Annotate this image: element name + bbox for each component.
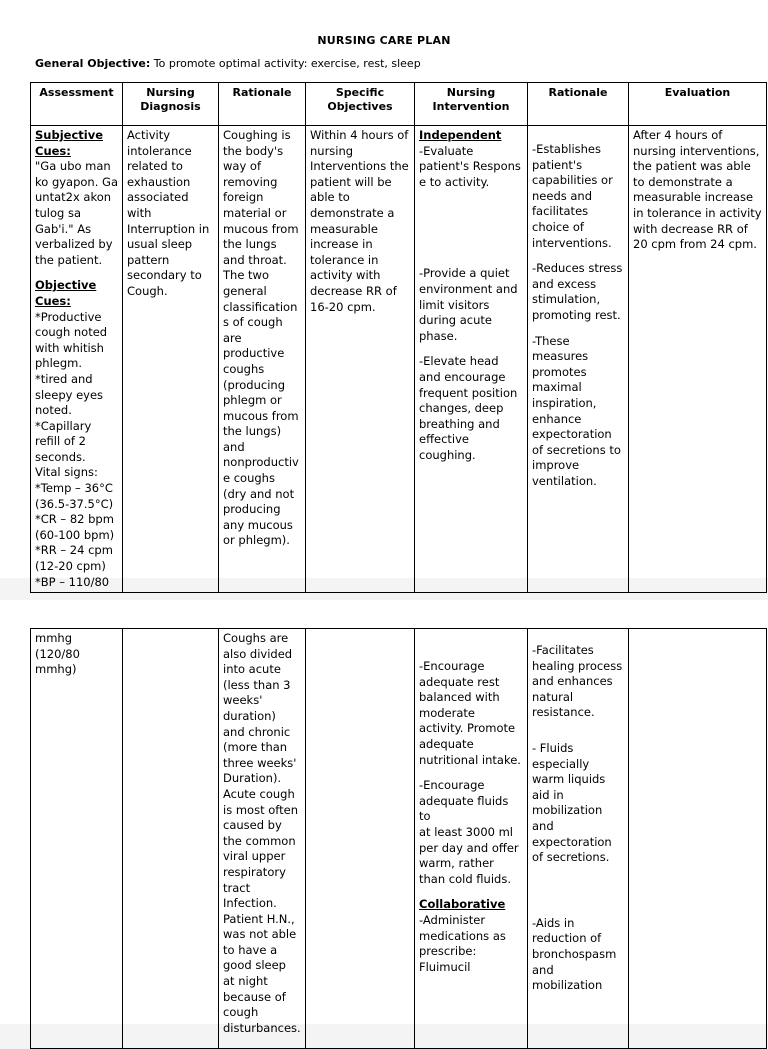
header-evaluation: Evaluation	[629, 83, 767, 126]
table-header-row	[31, 83, 767, 126]
intervention-item: -Administer medications as prescribe: Fluimucil	[419, 912, 506, 974]
objective-cues-text: *Productive cough noted with whitish phlegm. *tired and sleepy eyes noted. *Capillary refill of 2 seconds. Vital signs: *Temp – 36°C (36.5-37.5°C) *CR – 82 bpm (60-100 bpm) *RR – 24 cpm (12-20 cpm) *BP – 110/80	[35, 309, 115, 589]
assessment-cell	[31, 126, 123, 593]
document-title: NURSING CARE PLAN	[317, 34, 451, 47]
rationale-item: -These measures promotes maximal inspiration, enhance expectoration of secretions to improve ventilation.	[532, 333, 621, 488]
general-objective-label: General Objective:	[35, 57, 151, 70]
intervention-cell	[415, 629, 528, 1049]
intervention-item: -Evaluate patient's Respons e to activity.	[419, 143, 521, 189]
objective-cues-label: Objective Cues:	[35, 278, 97, 308]
diagnosis-cell: Activity intolerance related to exhaustion associated with Interruption in usual sleep pattern secondary to Cough.	[123, 126, 219, 593]
general-objective	[35, 57, 421, 70]
intervention-item: -Elevate head and encourage frequent position changes, deep breathing and effective coughing.	[419, 354, 518, 462]
header-nursing-intervention: Nursing Intervention	[415, 83, 528, 126]
header-nursing-diagnosis: Nursing Diagnosis	[123, 83, 219, 126]
assessment-cell: mmhg (120/80 mmhg)	[31, 629, 123, 1049]
intervention-cell	[415, 126, 528, 593]
care-plan-table-continued	[30, 628, 767, 1049]
general-objective-text: To promote optimal activity: exercise, rest, sleep	[150, 57, 421, 70]
rationale-item: - Fluids especially warm liquids aid in mobilization and expectoration of secretions.	[532, 740, 612, 865]
document-page-2	[0, 600, 768, 1035]
table-row	[31, 126, 767, 593]
rationale-item: -Reduces stress and excess stimulation, promoting rest.	[532, 261, 623, 322]
care-plan-table	[30, 82, 767, 593]
collaborative-label: Collaborative	[419, 897, 506, 912]
header-rationale: Rationale	[219, 83, 306, 126]
intervention-item: -Provide a quiet environment and limit visitors during acute phase.	[419, 266, 518, 343]
rationale-cell: Coughs are also divided into acute (less than 3 weeks' duration) and chronic (more than three weeks' Duration). Acute cough is most often caused by the common viral upper respiratory tract Infection. Patient H.N., was not able to have a good sleep at night because of cough disturbances.	[219, 629, 306, 1049]
rationale-item: -Aids in reduction of bronchospasm and mobilization	[532, 915, 617, 993]
intervention-item: -Encourage adequate fluids to at least 3000 ml per day and offer warm, rather than cold fluids.	[419, 778, 519, 886]
rationale-cell: Coughing is the body's way of removing foreign material or mucous from the lungs and throat. The two general classifications of cough are productive coughs (producing phlegm or mucous from the lungs) and nonproductive coughs (dry and not producing any mucous or phlegm).	[219, 126, 306, 593]
rationale-item: -Facilitates healing process and enhances natural resistance.	[532, 643, 623, 720]
diagnosis-cell	[123, 629, 219, 1049]
evaluation-cell	[629, 629, 767, 1049]
header-specific-objectives: Specific Objectives	[306, 83, 415, 126]
subjective-cues-label: Subjective Cues:	[35, 128, 103, 158]
subjective-cues-text: "Ga ubo man ko gyapon. Ga untat2x akon tulog sa Gab'i." As verbalized by the patient.	[35, 159, 118, 267]
header-assessment: Assessment	[31, 83, 123, 126]
intervention-item: -Encourage adequate rest balanced with moderate activity. Promote adequate nutritional intake.	[419, 659, 521, 767]
header-rationale-2: Rationale	[528, 83, 629, 126]
rationale-2-cell	[528, 126, 629, 593]
rationale-item: -Establishes patient's capabilities or needs and facilitates choice of interventions.	[532, 142, 613, 250]
table-row	[31, 629, 767, 1049]
objectives-cell	[306, 629, 415, 1049]
rationale-2-cell	[528, 629, 629, 1049]
independent-label: Independent	[419, 128, 502, 142]
objectives-cell: Within 4 hours of nursing Interventions the patient will be able to demonstrate a measurable increase in tolerance in activity with decrease RR of 16-20 cpm.	[306, 126, 415, 593]
evaluation-cell: After 4 hours of nursing interventions, the patient was able to demonstrate a measurable increase in tolerance in activity with decrease RR of 20 cpm from 24 cpm.	[629, 126, 767, 593]
